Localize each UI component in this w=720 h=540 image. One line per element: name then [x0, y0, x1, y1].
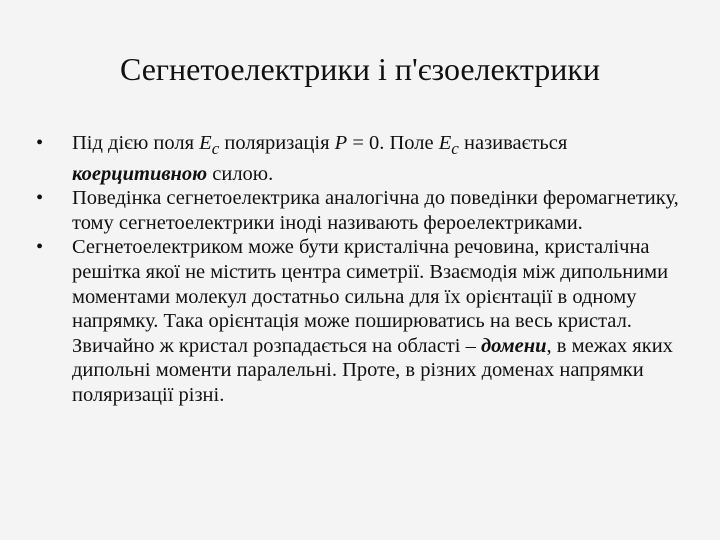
- bullet-dot-icon: •: [36, 187, 44, 210]
- bullet-dot-icon: •: [36, 236, 44, 259]
- field-subscript-c: c: [211, 139, 220, 159]
- bullet-dot-icon: •: [36, 132, 44, 154]
- text-run: поляризація: [219, 132, 335, 154]
- bullet-item-coercive: [36, 131, 686, 186]
- text-run: Сегнетоелектриком може бути кристалічна речовина, кристалічна решітка якої не містить центра симетрії. Взаємодія між дипольними моментами молекул достатньо сильна для їх орієнтації в одному напрямку. Така орієнтація може поширюватись на весь кристал. Звичайно ж кристал розпадається на області –: [72, 236, 669, 357]
- text-run: Під дією поля: [72, 132, 200, 154]
- text-run: називається: [458, 132, 568, 154]
- field-symbol-e: E: [199, 132, 212, 154]
- bullet-item-domains: [36, 235, 686, 407]
- term-coercive: коерцитивною: [72, 162, 208, 185]
- text-run: = 0. Поле: [347, 132, 439, 154]
- term-domains: домени: [480, 334, 547, 357]
- field-symbol-e: E: [438, 132, 452, 154]
- bullet-text: Поведінка сегнетоелектрика аналогічна до поведінки феромагнетику, тому сегнетоелектрики іноді називають фероелектриками.: [72, 187, 679, 234]
- slide-title: Сегнетоелектрики і п'єзоелектрики: [119, 51, 601, 87]
- field-subscript-c: c: [451, 139, 459, 159]
- text-run: силою.: [207, 162, 274, 185]
- bullet-item-ferroelectric: [36, 186, 686, 235]
- text-run: , в межах яких дипольні моменти паралельні. Проте, в різних доменах напрямки поляризації різні.: [72, 334, 673, 407]
- bullet-list: [36, 131, 686, 408]
- polarization-symbol-p: P: [334, 132, 348, 154]
